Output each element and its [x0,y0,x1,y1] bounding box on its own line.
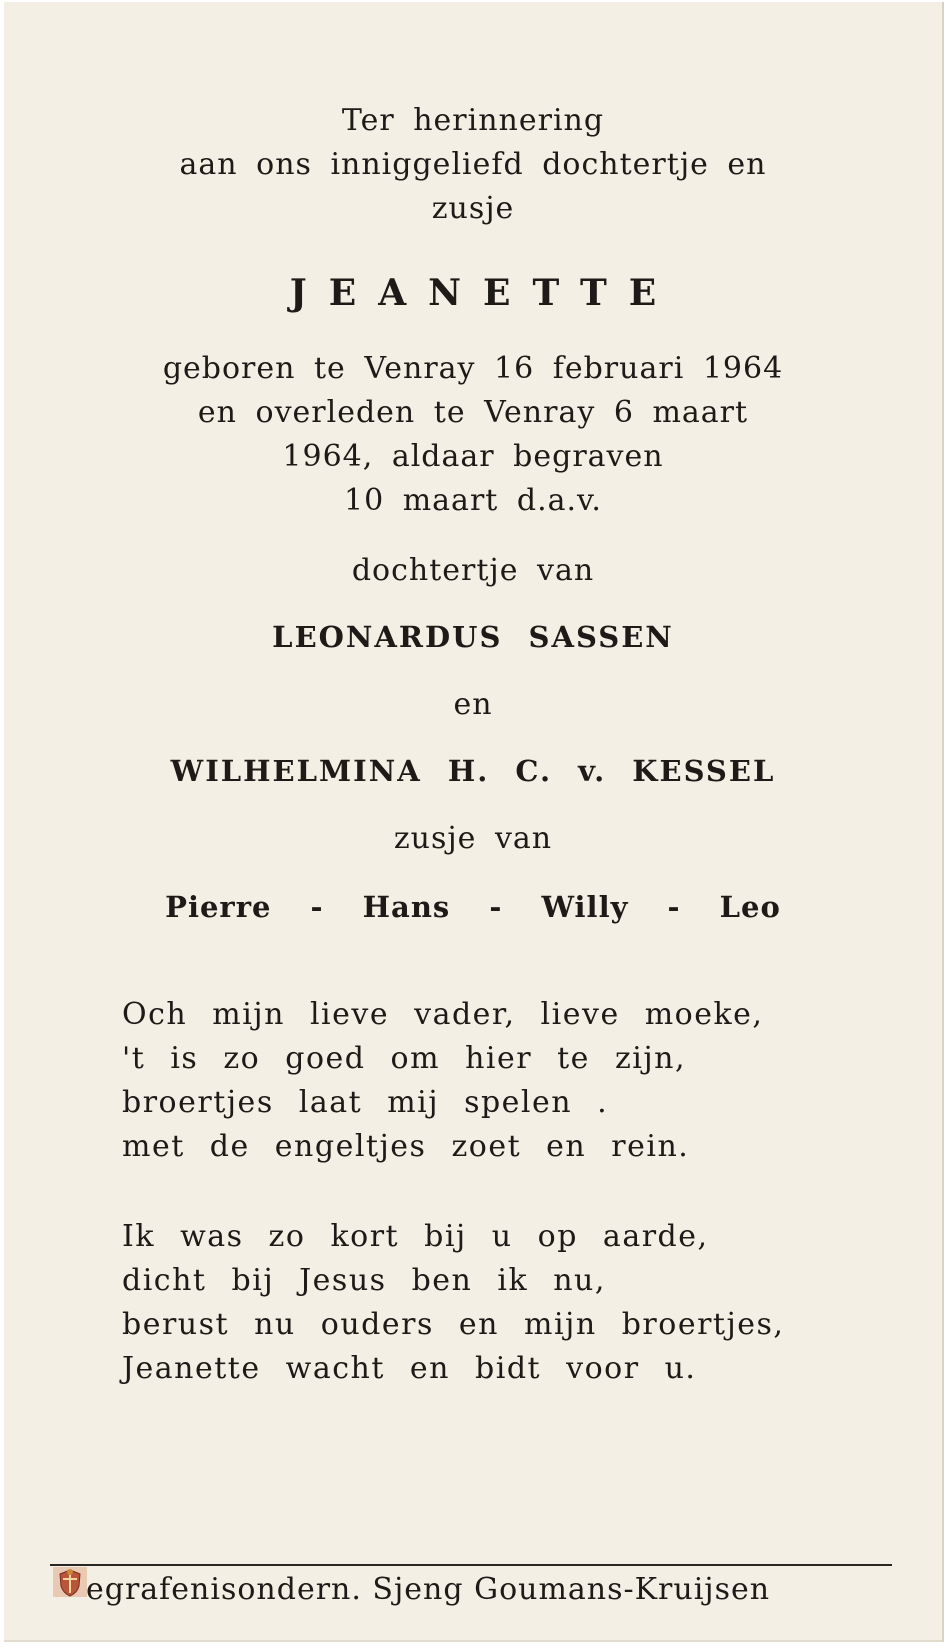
poem-stanza2-line2: dicht bij Jesus ben ik nu, [122,1263,606,1298]
poem-stanza1-line4: met de engeltjes zoet en rein. [122,1129,690,1164]
dates-line-1: geboren te Venray 16 februari 1964 [162,351,784,386]
memorial-card [4,2,944,1642]
funeral-director-imprint: egrafenisondern. Sjeng Goumans-Kruijsen [86,1572,771,1607]
poem-stanza2-line4: Jeanette wacht en bidt voor u. [122,1351,697,1386]
father-name: LEONARDUS SASSEN [272,620,674,654]
poem-stanza2-line1: Ik was zo kort bij u op aarde, [122,1219,709,1254]
dates-line-3: 1964, aldaar begraven [282,439,664,474]
deceased-name: JEANETTE [289,272,679,314]
poem-stanza1-line3: broertjes laat mij spelen . [122,1085,609,1120]
intro-line-2: aan ons inniggeliefd dochtertje en [179,147,767,182]
parents-intro: dochtertje van [351,553,595,588]
parents-conjunction: en [453,687,493,722]
siblings-names: Pierre - Hans - Willy - Leo [165,890,781,924]
dates-line-2: en overleden te Venray 6 maart [197,395,749,430]
intro-line-3: zusje [431,191,515,226]
poem-stanza1-line1: Och mijn lieve vader, lieve moeke, [122,997,764,1032]
intro-line-1: Ter herinnering [341,103,605,138]
poem-stanza1-line2: 't is zo goed om hier te zijn, [122,1041,687,1076]
footer-divider [50,1564,892,1566]
poem-stanza2-line3: berust nu ouders en mijn broertjes, [122,1307,785,1342]
dates-line-4: 10 maart d.a.v. [344,483,602,518]
coat-of-arms-icon [52,1564,88,1600]
siblings-intro: zusje van [393,821,553,856]
mother-name: WILHELMINA H. C. v. KESSEL [170,754,776,788]
